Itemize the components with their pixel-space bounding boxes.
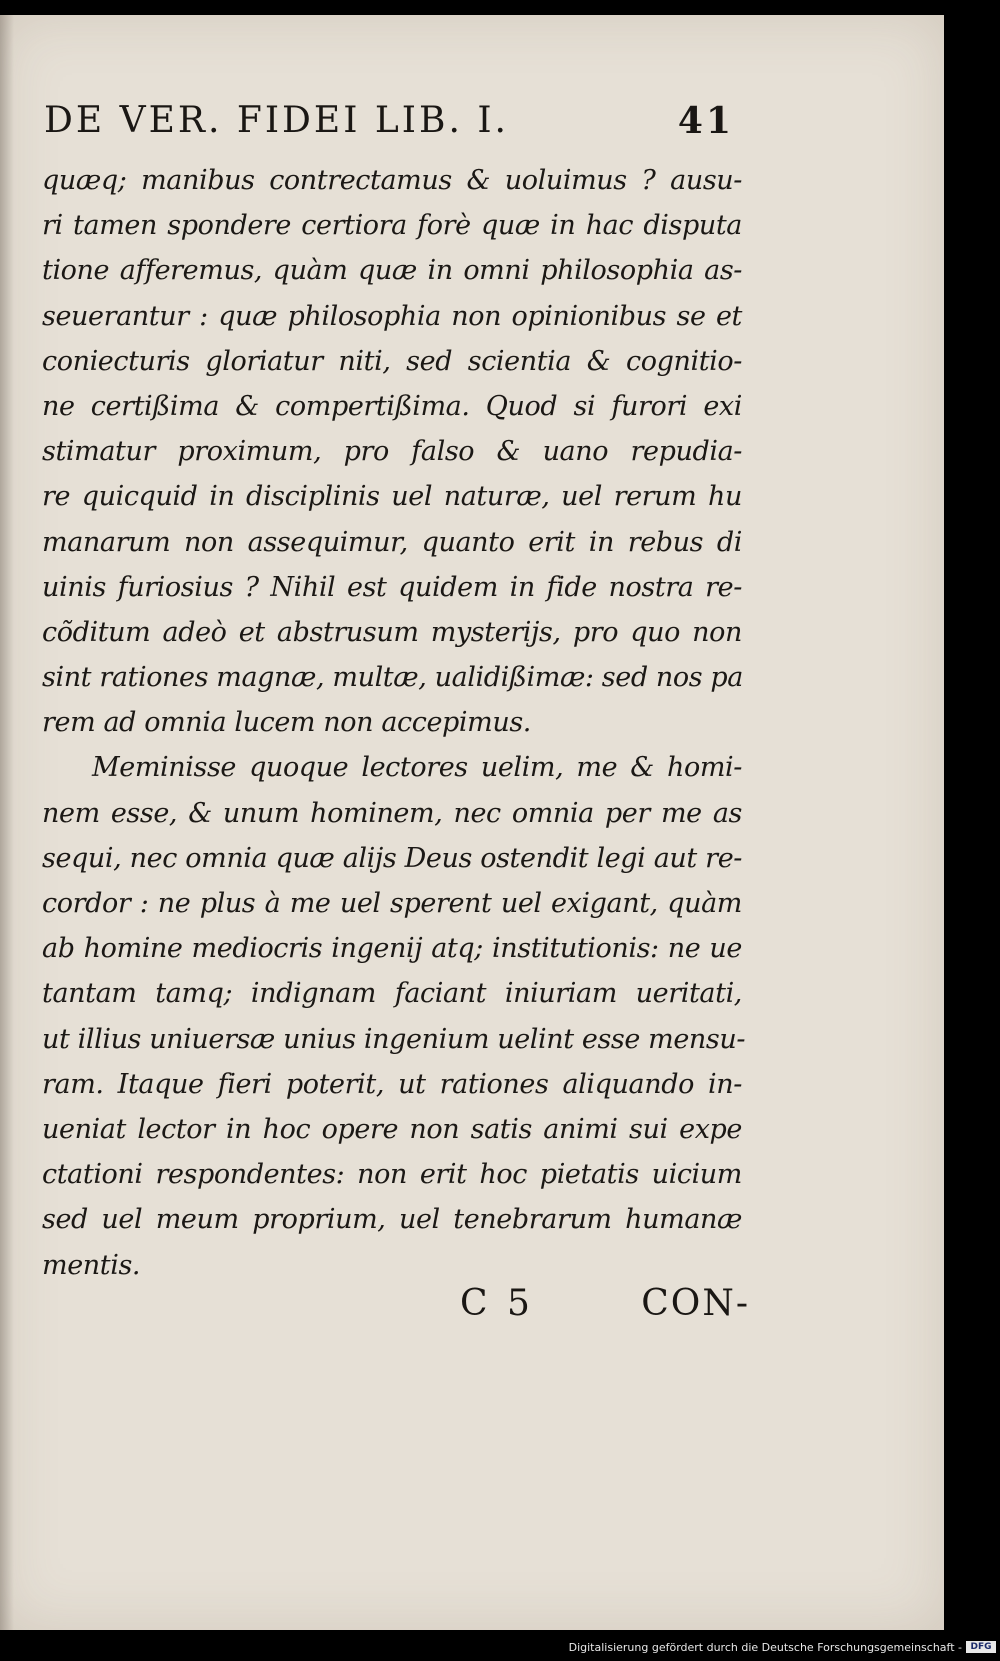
dfg-logo: DFG [966,1641,996,1653]
text-line: cõditum adeò et abstrusum mysterijs, pro quo non [42,616,742,648]
text-line: sed uel meum proprium, uel tenebrarum humanæ [42,1204,742,1236]
text-line: rem ad omnia lucem non accepimus. [42,707,531,739]
text-line: ri tamen spondere certiora forè quæ in hac disputa [42,210,742,242]
paragraph-first-line: Meminisse quoque lectores uelim, me & homi- [92,752,742,784]
text-line: tione afferemus, quàm quæ in omni philosophia as- [42,255,742,287]
text-line: ne certißima & compertißima. Quod si furori exi [42,390,742,422]
text-line: quæq; manibus contrectamus & uoluimus ? ausu- [42,165,742,196]
page-number: 41 [677,100,734,142]
text-line: ut illius uniuersæ unius ingenium uelint esse mensu- [42,1023,746,1055]
text-line: sequi, nec omnia quæ alijs Deus ostendit legi aut re- [42,842,742,874]
catchword: CON- [641,1283,750,1324]
running-head-title: DE VER. FIDEI LIB. I. [44,100,509,141]
text-line: sint rationes magnæ, multæ, ualidißimæ: sed nos pa [42,662,743,694]
text-line: stimatur proximum, pro falso & uano repudia- [42,436,742,468]
text-line: ctationi respondentes: non erit hoc pietatis uicium [42,1159,742,1191]
digitization-credit [569,1637,996,1657]
text-line: ab homine mediocris ingenij atq; institutionis: ne ue [42,933,742,965]
text-line: uinis furiosius ? Nihil est quidem in fide nostra re- [42,571,742,603]
text-line: tantam tamq; indignam faciant iniuriam ueritati, [42,978,742,1010]
page-gutter-shadow [0,15,14,1630]
text-line: re quicquid in disciplinis uel naturæ, uel rerum hu [42,481,742,513]
text-line: seuerantur : quæ philosophia non opinionibus se et [42,300,742,332]
text-line: ram. Itaque fieri poterit, ut rationes aliquando in- [42,1068,742,1100]
signature-line [460,1283,750,1333]
credit-text: Digitalisierung gefördert durch die Deutsche Forschungsgemeinschaft - [568,1640,962,1654]
text-line: ueniat lector in hoc opere non satis animi sui expe [42,1113,742,1145]
running-head [44,100,734,156]
text-line: nem esse, & unum hominem, nec omnia per me as [42,797,742,829]
text-line: manarum non assequimur, quanto erit in rebus di [42,526,742,558]
signature-mark: C 5 [460,1283,534,1324]
text-line: coniecturis gloriatur niti, sed scientia & cognitio- [42,345,742,377]
text-line: mentis. [42,1249,141,1281]
body-text [42,158,746,1288]
text-line: cordor : ne plus à me uel sperent uel exigant, quàm [42,888,742,919]
